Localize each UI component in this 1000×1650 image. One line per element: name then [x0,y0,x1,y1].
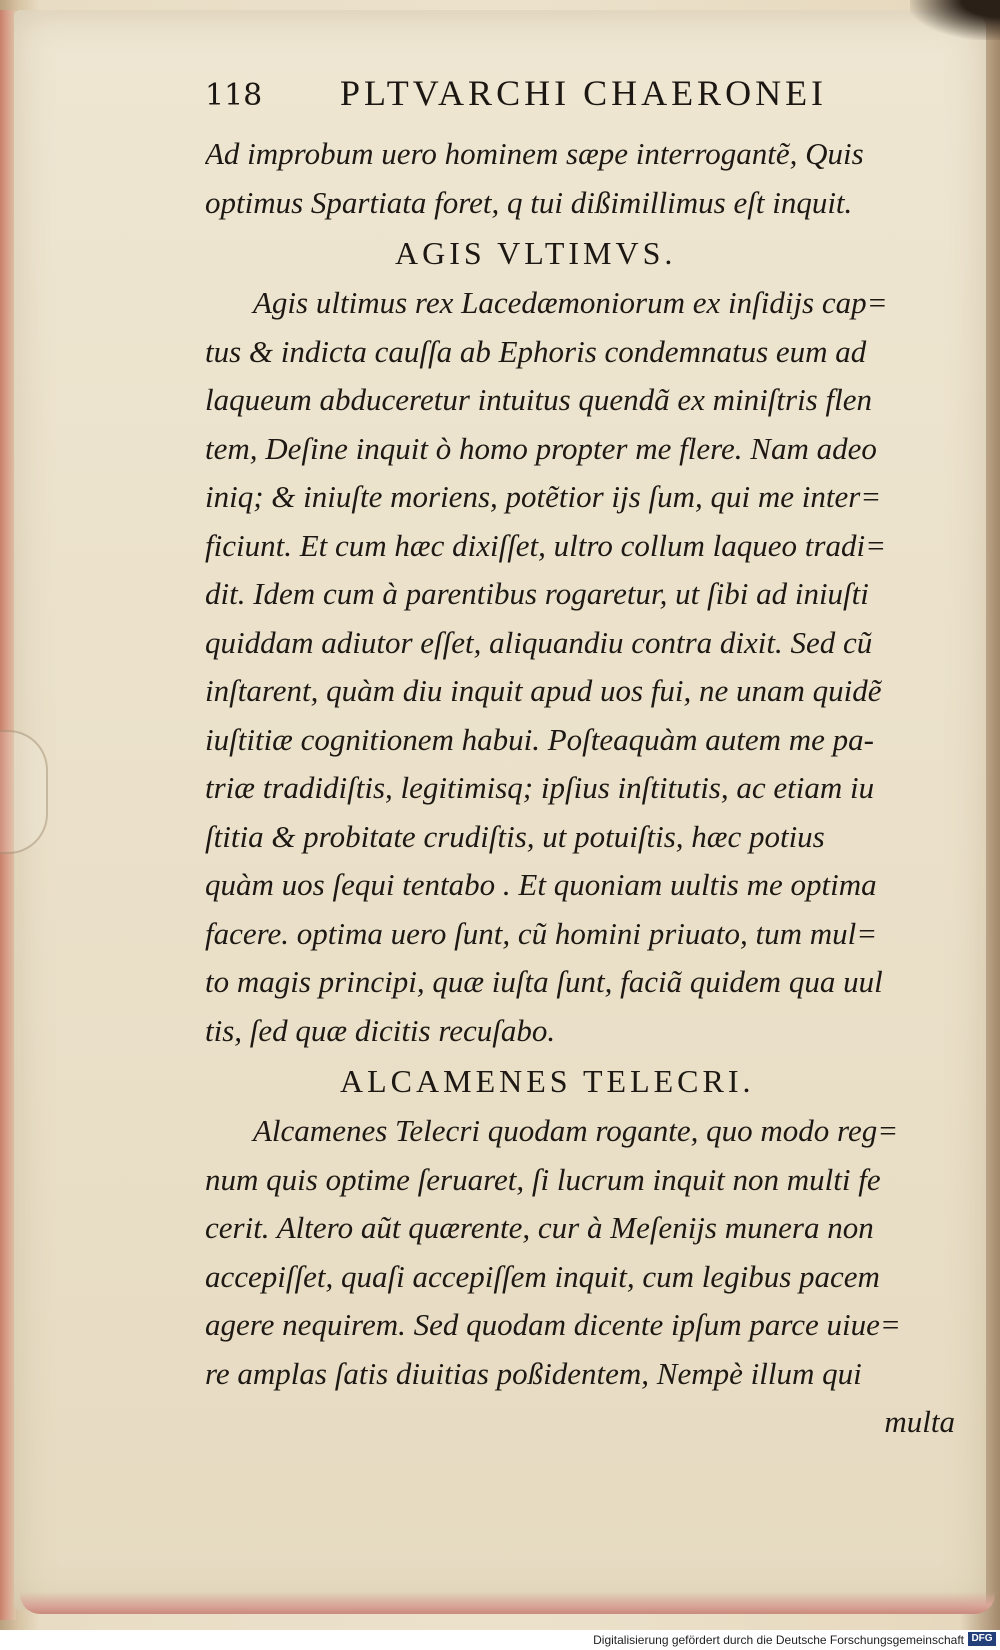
section-heading-alcamenes: ALCAMENES TELECRI. [340,1063,755,1099]
text-line: ſtitia & probitate crudiſtis, ut potuiſtis, hæc potius [205,818,825,854]
text-line: ficiunt. Et cum hæc dixiſſet, ultro collum laqueo tradi= [205,527,887,563]
text-line: optimus Spartiata foret, q tui dißimillimus eſt inquit. [205,184,853,220]
dark-corner [910,0,1000,40]
text-line: dit. Idem cum à parentibus rogaretur, ut ſibi ad iniuſti [205,576,869,611]
page-number: 118 [205,78,263,113]
text-line: cerit. Altero aũt quærente, cur à Meſenijs munera non [205,1210,874,1245]
text-line: laqueum abduceretur intuitus quendã ex miniſtris flen [205,382,872,417]
text-line: quiddam adiutor eſſet, aliquandiu contra dixit. Sed cũ [205,624,873,660]
text-line: triæ tradidiſtis, legitimisq; ipſius inſtitutis, ac etiam iu [205,770,875,805]
text-line: to magis principi, quæ iuſta ſunt, faciã quidem qua uul [205,964,883,999]
text-line: quàm uos ſequi tentabo . Et quoniam uultis me optima [205,867,877,902]
text-line: re amplas ſatis diuitias poßidentem, Nempè illum qui [205,1355,862,1391]
funding-credit: Digitalisierung gefördert durch die Deutsche Forschungsgemeinschaft [593,1633,964,1647]
page-bottom-edge [20,1592,995,1614]
section-heading-agis: AGIS VLTIMVS. [395,235,677,271]
text-line: tem, Deſine inquit ò homo propter me flere. Nam adeo [205,430,877,466]
dfg-logo-icon: DFG [968,1632,996,1646]
main-text [205,130,955,1447]
text-line: Alcamenes Telecri quodam rogante, quo modo reg= [253,1113,899,1148]
text-line: iuſtitiæ cognitionem habui. Poſteaquàm autem me pa- [205,721,874,757]
text-line: tus & indicta cauſſa ab Ephoris condemnatus eum ad [205,333,867,369]
running-title: PLTVARCHI CHAERONEI [340,73,828,113]
text-line: agere nequirem. Sed quodam dicente ipſum parce uiue= [205,1307,901,1342]
footer-bar [0,1630,1000,1650]
clasp-shadow [0,730,48,854]
text-line: facere. optima uero ſunt, cũ homini priuato, tum mul= [205,915,878,951]
text-line: num quis optime ſeruaret, ſi lucrum inquit non multi fe [205,1161,881,1197]
text-line: iniq; & iniuſte moriens, potẽtior ijs ſum, qui me inter= [205,479,882,514]
text-line: Agis ultimus rex Lacedæmoniorum ex inſidijs cap= [253,285,888,320]
text-line: inſtarent, quàm diu inquit apud uos fui, ne unam quidẽ [205,673,882,708]
text-line: Ad improbum uero hominem sæpe interrogantẽ, Quis [205,136,864,171]
text-line: tis, ſed quæ dicitis recuſabo. [205,1012,556,1048]
text-line: accepiſſet, quaſi accepiſſem inquit, cum legibus pacem [205,1258,880,1294]
catchword: multa [884,1404,955,1439]
